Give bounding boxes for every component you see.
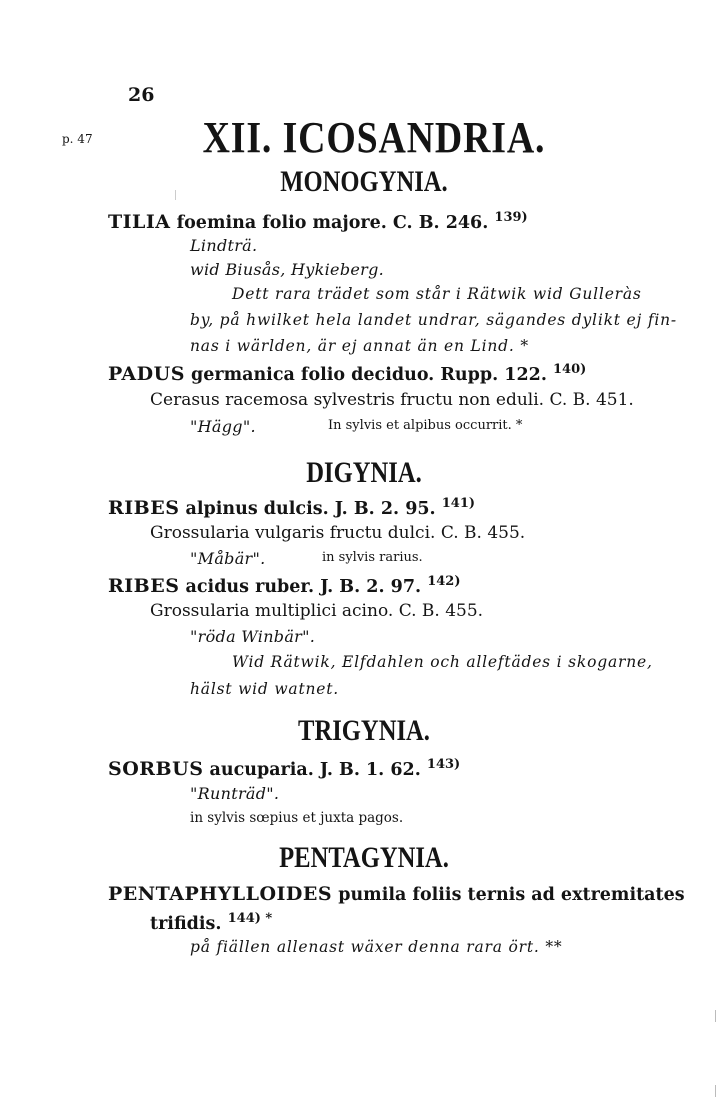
entry-ribes-alpinus: [108, 496, 475, 519]
note-ref: 143): [426, 757, 461, 772]
paragraph-line: nas i wärlden, är ej annat än en Lind. *: [190, 337, 529, 355]
note-ref: 139): [494, 210, 528, 225]
vernacular-name: "Runträd".: [190, 784, 280, 803]
entry-text: acidus ruber. J. B. 2. 97.: [179, 576, 422, 597]
entry-pentaphylloides: [108, 883, 685, 905]
entry-text: aucuparia. J. B. 1. 62.: [203, 759, 421, 780]
entry-text: foemina folio majore. C. B. 246.: [170, 212, 489, 233]
order-heading-pentagynia: PENTAGYNIA.: [279, 841, 449, 874]
synonym: Grossularia vulgaris fructu dulci. C. B. 455.: [150, 523, 526, 543]
entry-sorbus: [108, 757, 460, 780]
vernacular-name: "röda Winbär".: [190, 627, 316, 646]
genus-name: TILIA: [108, 210, 171, 233]
vernacular-name: "Hägg".: [190, 417, 256, 436]
entry-text: pumila foliis ternis ad extremitates: [332, 885, 685, 905]
edge-mark: [715, 1085, 716, 1097]
entry-text: trifidis.: [150, 913, 222, 934]
paragraph-line: by, på hwilket hela landet undrar, sägandes dylikt ej fin-: [190, 311, 677, 329]
note-ref: 140): [553, 362, 587, 377]
synonym: Grossularia multiplici acino. C. B. 455.: [150, 601, 484, 621]
order-heading-monogynia: MONOGYNIA.: [280, 165, 448, 198]
class-title: XII. ICOSANDRIA.: [202, 113, 546, 162]
genus-name: RIBES: [108, 574, 180, 597]
genus-name: RIBES: [108, 496, 180, 519]
habitat: in sylvis sœpius et juxta pagos.: [190, 810, 404, 826]
note-ref: 142): [427, 574, 461, 589]
entry-padus: [108, 362, 586, 385]
margin-reference: p. 47: [62, 132, 93, 146]
paragraph-line: Wid Rätwik, Elfdahlen och alleftädes i skogarne,: [232, 653, 653, 671]
synonym: Cerasus racemosa sylvestris fructu non eduli. C. B. 451.: [150, 390, 634, 410]
genus-name: SORBUS: [108, 757, 204, 780]
habitat: in sylvis rarius.: [322, 550, 423, 565]
entry-text: germanica folio deciduo. Rupp. 122.: [184, 364, 547, 385]
vernacular-name: Lindträ.: [190, 236, 258, 255]
page-number: 26: [128, 84, 155, 106]
genus-name: PADUS: [108, 362, 185, 385]
note-ref: 141): [441, 496, 476, 511]
locality: wid Biusås, Hykieberg.: [190, 260, 385, 279]
vernacular-name: "Måbär".: [190, 549, 266, 568]
entry-tilia: [108, 210, 528, 233]
order-heading-digynia: DIGYNIA.: [306, 456, 422, 489]
order-heading-trigynia: TRIGYNIA.: [298, 714, 430, 747]
genus-name: PENTAPHYLLOIDES: [108, 883, 333, 905]
paragraph-line: Dett rara trädet som står i Rätwik wid Gulleràs: [232, 285, 642, 303]
entry-text: alpinus dulcis. J. B. 2. 95.: [179, 498, 436, 519]
note-ref: 144) *: [227, 911, 273, 926]
paragraph-line: hälst wid watnet.: [190, 680, 340, 698]
habitat: In sylvis et alpibus occurrit. *: [328, 418, 523, 433]
entry-continuation: [150, 911, 272, 934]
edge-mark: [715, 1010, 716, 1022]
paragraph-line: på fiällen allenast wäxer denna rara ört. **: [190, 938, 563, 956]
entry-ribes-acidus: [108, 574, 461, 597]
